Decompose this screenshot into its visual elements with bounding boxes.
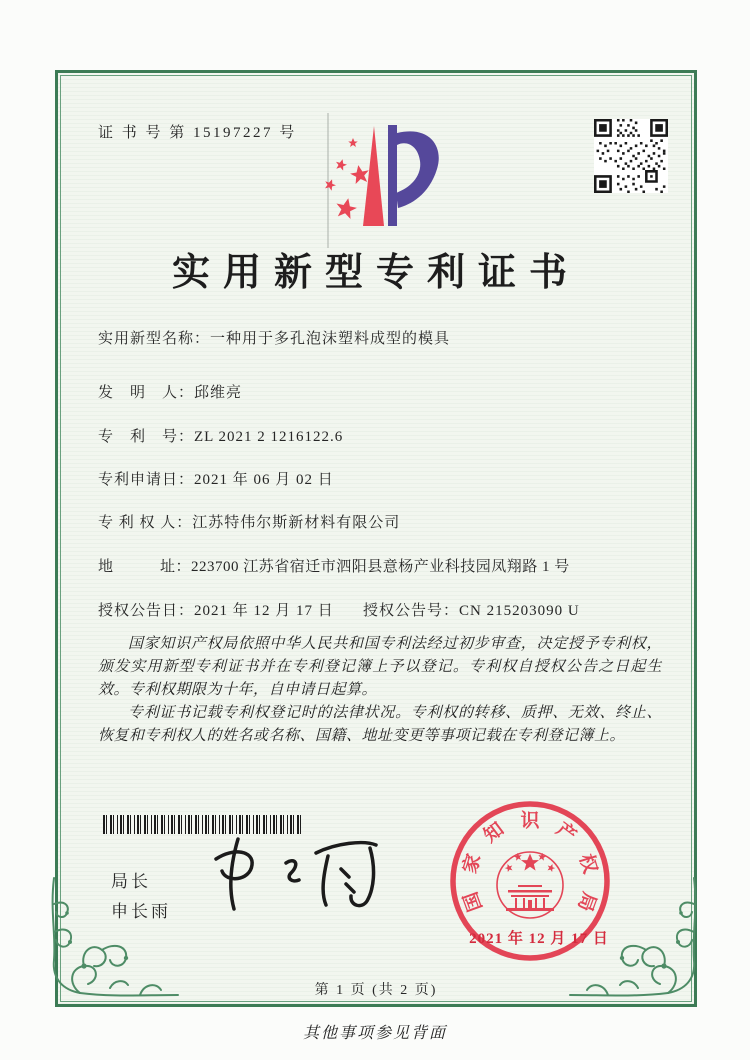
field-label: 地 址： xyxy=(98,559,192,575)
field-grant xyxy=(98,599,673,620)
field-value: 一种用于多孔泡沫塑料成型的模具 xyxy=(210,331,451,347)
field-label: 实用新型名称： xyxy=(98,331,211,347)
commissioner-title: 局长 xyxy=(111,872,151,891)
field-value: 223700 江苏省宿迁市泗阳县意杨产业科技园凤翔路 1 号 xyxy=(191,559,570,575)
commissioner-name: 申长雨 xyxy=(111,902,171,921)
national-emblem-icon xyxy=(497,852,563,918)
seal-char: 产 xyxy=(551,818,580,848)
border-frame xyxy=(55,70,697,1007)
field-patentee xyxy=(98,511,673,532)
field-value: 2021 年 12 月 17 日 xyxy=(194,603,334,619)
seal-char: 权 xyxy=(574,851,601,876)
signature-shen-changyu xyxy=(198,829,408,924)
corner-flourish-right-icon xyxy=(568,872,708,1012)
field-value: 江苏特伟尔斯新材料有限公司 xyxy=(192,515,401,531)
legal-paragraph-2: 专利证书记载专利权登记时的法律状况。专利权的转移、质押、无效、终止、恢复和专利权人的姓名或名称、国籍、地址变更等事项记载在专利登记簿上。 xyxy=(98,705,662,744)
qr-code xyxy=(594,119,668,193)
field-patent-number xyxy=(98,425,673,446)
field-value: 邱维亮 xyxy=(194,385,243,401)
field-filing-date xyxy=(98,468,673,489)
seal-char: 家 xyxy=(459,851,486,876)
corner-flourish-left-icon xyxy=(40,872,180,1012)
legal-text xyxy=(98,633,662,748)
field-value: CN 215203090 U xyxy=(459,603,580,619)
certificate-number: 证 书 号 第 15197227 号 xyxy=(98,125,297,141)
field-label: 授权公告日： xyxy=(98,603,195,619)
seal-char: 知 xyxy=(480,818,509,848)
field-inventor xyxy=(98,381,673,402)
seal-char: 国 xyxy=(460,888,487,915)
back-note: 其他事项参见背面 xyxy=(302,1025,447,1042)
page-indicator: 第 1 页 (共 2 页) xyxy=(314,983,438,998)
seal-char: 局 xyxy=(573,888,600,915)
field-value: ZL 2021 2 1216122.6 xyxy=(194,429,344,445)
certificate-title: 实用新型专利证书 xyxy=(171,252,580,294)
field-address xyxy=(98,555,673,576)
field-label: 专 利 号： xyxy=(98,429,195,445)
seal-char: 识 xyxy=(520,810,540,832)
cnipa-logo-icon xyxy=(308,113,458,248)
legal-paragraph-1: 国家知识产权局依照中华人民共和国专利法经过初步审查，决定授予专利权，颁发实用新型专利证书并在专利登记簿上予以登记。专利权自授权公告之日起生效。专利权期限为十年，自申请日起算。 xyxy=(98,636,662,698)
field-label: 专利申请日： xyxy=(98,472,195,488)
field-label: 专 利 权 人： xyxy=(98,515,193,531)
field-label: 发 明 人： xyxy=(98,385,195,401)
seal-date: 2021 年 12 月 17 日 xyxy=(469,931,609,947)
field-label: 授权公告号： xyxy=(363,603,460,619)
field-value: 2021 年 06 月 02 日 xyxy=(194,472,334,488)
field-grant-number xyxy=(363,599,580,620)
field-utility-model-name xyxy=(98,327,673,348)
